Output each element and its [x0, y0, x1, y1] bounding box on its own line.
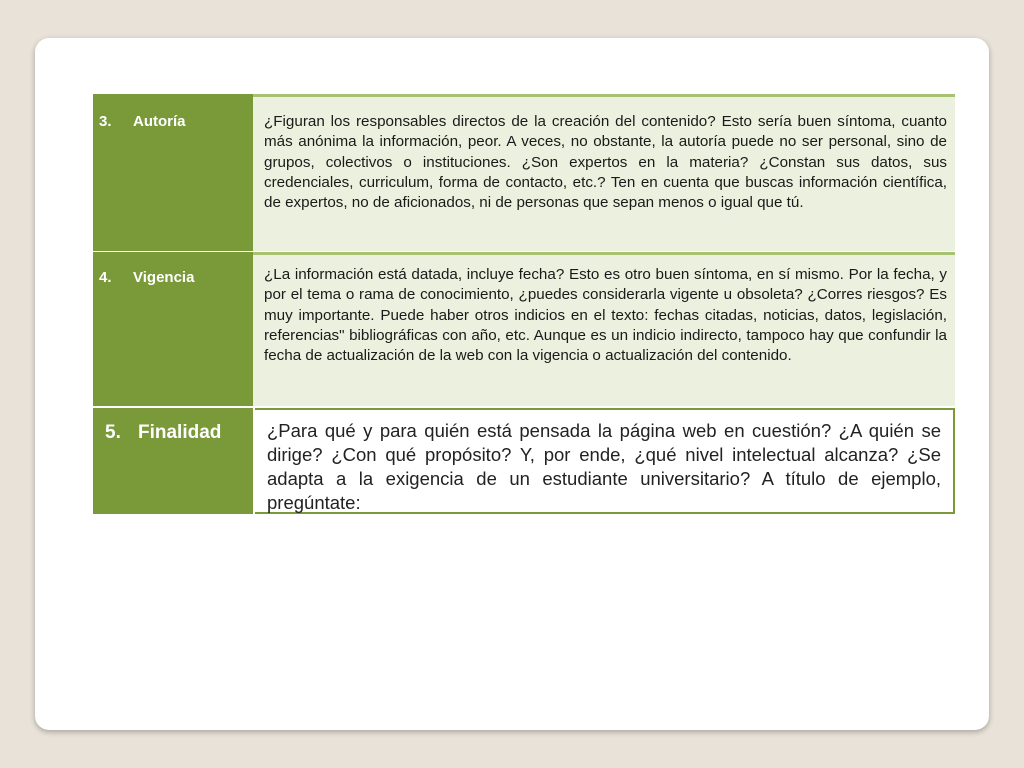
- criteria-title: Finalidad: [138, 422, 222, 443]
- criteria-row-finalidad: [93, 408, 955, 514]
- criteria-number: 5.: [105, 422, 121, 443]
- criteria-label: [93, 408, 253, 514]
- criteria-title: Vigencia: [133, 269, 195, 286]
- criteria-number: 4.: [99, 269, 112, 286]
- criteria-description: ¿Figuran los responsables directos de la creación del contenido? Esto sería buen síntoma, cuanto más anónima la información, peor. A veces, no obstante, la autoría puede no ser personal, sino de grupos, colectivos o instituciones. ¿Son expertos en la materia? ¿Constan sus datos, sus credenciales, curriculum, forma de contacto, etc.? Ten en cuenta que buscas información científica, de expertos, no de aficionados, ni de personas que sepan menos o igual que tú.: [253, 94, 955, 251]
- criteria-label: [93, 252, 253, 406]
- criteria-description: ¿Para qué y para quién está pensada la página web en cuestión? ¿A quién se dirige? ¿Con qué propósito? Y, por ende, ¿qué nivel intelectual alcanza? ¿Se adapta a la exigencia de un estudiante universitario? A título de ejemplo, pregúntate:: [255, 408, 955, 514]
- criteria-title: Autoría: [133, 113, 186, 130]
- slide: [35, 38, 989, 730]
- criteria-row-autoria: [93, 94, 955, 251]
- criteria-description: ¿La información está datada, incluye fecha? Esto es otro buen síntoma, en sí mismo. Por la fecha, y por el tema o rama de conocimiento, ¿puedes considerarla vigente u obsoleta? ¿Corres riesgos? Es muy importante. Puede haber otros indicios en el texto: fechas citadas, noticias, datos, legislación, referencias" bibliográficas con año, etc. Aunque es un indicio indirecto, tampoco hay que confundir la fecha de actualización de la web con la vigencia o actualización del contenido.: [253, 252, 955, 406]
- criteria-row-vigencia: [93, 252, 955, 406]
- criteria-number: 3.: [99, 113, 112, 130]
- criteria-label: [93, 94, 253, 251]
